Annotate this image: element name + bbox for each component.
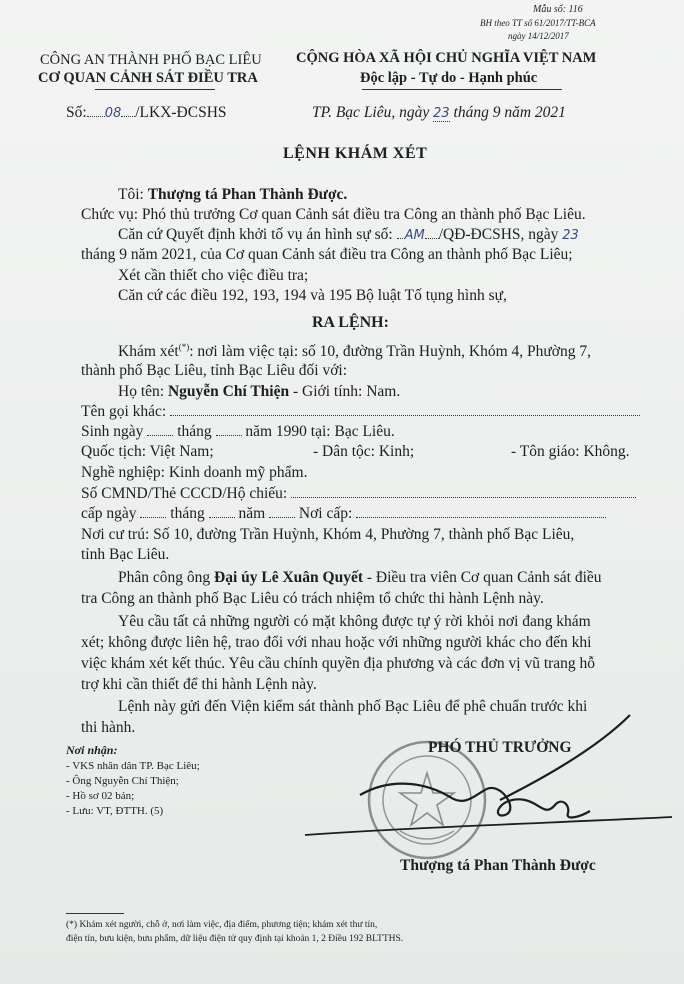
recipient-item: - Lưu: VT, ĐTTH. (5)	[66, 805, 164, 817]
issuer-line: Tôi: Thượng tá Phan Thành Được.	[118, 186, 348, 203]
handwritten-signature	[300, 705, 680, 855]
position-line: Chức vụ: Phó thủ trưởng Cơ quan Cảnh sát điều tra Công an thành phố Bạc Liêu.	[81, 206, 586, 223]
footnote-line-2: điện tín, bưu kiện, bưu phẩm, dữ liệu điện tử quy định tại khoản 1, 2 Điều 192 BLTTHS.	[66, 934, 404, 944]
form-date: ngày 14/12/2017	[508, 31, 569, 41]
decision-number-handwritten: AM	[404, 228, 425, 243]
decision-day-handwritten: 23	[562, 228, 579, 243]
id-issue-line: cấp ngày tháng năm Nơi cấp:	[81, 505, 606, 523]
residence-line: Nơi cư trú: Số 10, đường Trần Huỳnh, Khóm 4, Phường 7, thành phố Bạc Liêu,	[81, 526, 575, 543]
issuer-name: Thượng tá Phan Thành Được.	[147, 186, 348, 203]
occupation: Nghề nghiệp: Kinh doanh mỹ phẩm.	[81, 464, 308, 481]
requirement-line-4: trợ khi cần thiết để thi hành Lệnh này.	[81, 676, 317, 693]
submission-line-1: Lệnh này gửi đến Viện kiểm sát thành phố Bạc Liêu để phê chuẩn trước khi	[118, 698, 588, 715]
basis-decision-line: Căn cứ Quyết định khởi tố vụ án hình sự số: AM /QĐ-ĐCSHS, ngày 23	[118, 226, 579, 243]
alias-line: Tên gọi khác:	[81, 403, 640, 421]
signer-title: PHÓ THỦ TRƯỞNG	[428, 739, 572, 756]
right-header-rule	[362, 89, 562, 90]
search-location-line-2: thành phố Bạc Liêu, tỉnh Bạc Liêu đối với:	[81, 362, 348, 379]
assigned-officer: Đại úy Lê Xuân Quyết	[214, 569, 364, 586]
ethnicity: - Dân tộc: Kinh;	[313, 443, 415, 460]
religion: - Tôn giáo: Không.	[511, 443, 630, 460]
recipient-item: - Ông Nguyễn Chí Thiện;	[66, 775, 179, 787]
national-motto: Độc lập - Tự do - Hạnh phúc	[360, 70, 538, 86]
legal-basis-line: Căn cứ các điều 192, 193, 194 và 195 Bộ luật Tố tụng hình sự,	[118, 287, 507, 304]
requirement-line-2: xét; không được liên hệ, trao đổi với nhau hoặc với những người khác cho đến khi	[81, 634, 592, 651]
agency-name: CÔNG AN THÀNH PHỐ BẠC LIÊU	[40, 52, 262, 68]
basis-decision-line-2: tháng 9 năm 2021, của Cơ quan Cảnh sát điều tra Công an thành phố Bạc Liêu;	[81, 246, 573, 263]
form-basis: BH theo TT số 61/2017/TT-BCA	[480, 18, 596, 28]
residence-line-2: tỉnh Bạc Liêu.	[81, 546, 170, 563]
order-heading: RA LỆNH:	[312, 314, 389, 331]
requirement-line-3: việc khám xét kết thúc. Yêu cầu chính quyền địa phương và các đơn vị vũ trang hỗ	[81, 655, 596, 672]
document-number: Số: 08 /LKX-ĐCSHS	[66, 104, 227, 121]
form-number: Mẫu số: 116	[533, 4, 583, 15]
id-number-line: Số CMND/Thẻ CCCD/Hộ chiếu:	[81, 485, 636, 503]
footnote-rule	[66, 913, 124, 914]
recipient-item: - Hồ sơ 02 bản;	[66, 790, 135, 802]
search-location-line: Khám xét(*): nơi làm việc tại: số 10, đường Trần Huỳnh, Khóm 4, Phường 7,	[118, 342, 591, 361]
date-day-handwritten: 23	[433, 106, 450, 121]
submission-line-2: thi hành.	[81, 719, 136, 736]
nationality: Quốc tịch: Việt Nam;	[81, 443, 214, 460]
subject-name-line: Họ tên: Nguyễn Chí Thiện - Giới tính: Nam.	[118, 383, 401, 400]
assignment-line-2: tra Công an thành phố Bạc Liêu có trách nhiệm tổ chức thi hành Lệnh này.	[81, 590, 544, 607]
left-header-rule	[95, 89, 215, 90]
recipient-item: - VKS nhân dân TP. Bạc Liêu;	[66, 760, 200, 772]
footnote-line-1: (*) Khám xét người, chỗ ở, nơi làm việc, địa điểm, phương tiện; khám xét thư tín,	[66, 920, 378, 930]
requirement-line-1: Yêu cầu tất cả những người có mặt không được tự ý rời khỏi nơi đang khám	[118, 613, 591, 630]
document-date: TP. Bạc Liêu, ngày 23 tháng 9 năm 2021	[312, 104, 566, 121]
subject-name: Nguyễn Chí Thiện	[167, 383, 290, 400]
document-title: LỆNH KHÁM XÉT	[283, 145, 428, 162]
nation-name: CỘNG HÒA XÃ HỘI CHỦ NGHĨA VIỆT NAM	[296, 50, 597, 66]
birth-line: Sinh ngày tháng năm 1990 tại: Bạc Liêu.	[81, 423, 395, 440]
consideration-line: Xét cần thiết cho việc điều tra;	[118, 267, 309, 284]
office-name: CƠ QUAN CẢNH SÁT ĐIỀU TRA	[38, 70, 258, 86]
recipients-label: Nơi nhận:	[66, 743, 118, 757]
signer-name: Thượng tá Phan Thành Được	[400, 857, 596, 874]
number-handwritten: 08	[104, 106, 122, 121]
assignment-line: Phân công ông Đại úy Lê Xuân Quyết - Điều tra viên Cơ quan Cảnh sát điều	[118, 569, 602, 586]
